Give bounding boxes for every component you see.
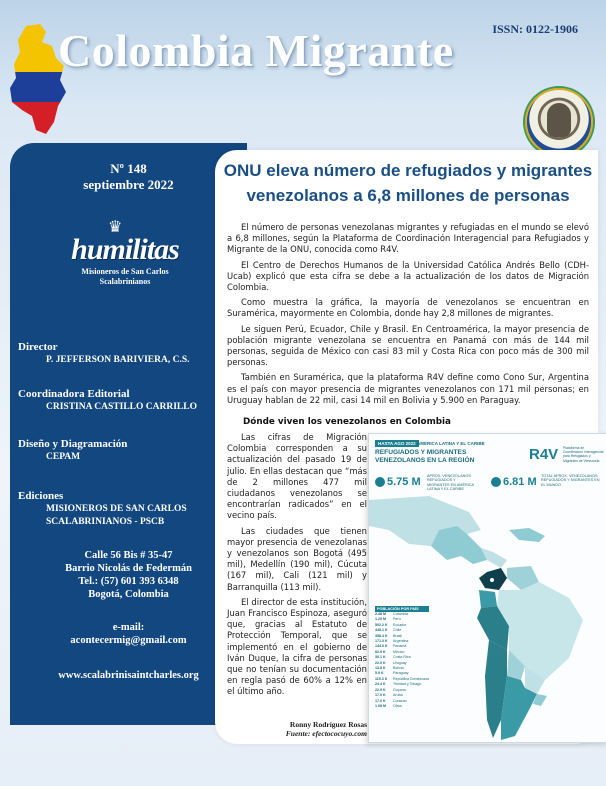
r4v-logo-subtitle: Plataforma de Coordinación Interagencial para Refugiados y Migrantes de Venezuela [563,446,604,463]
region-stat-label: APROX. VENEZOLANOS REFUGIADOS Y MIGRANTES EN AMÉRICA LATINA Y EL CARIBE [427,474,474,492]
address-line: Calle 56 Bis # 35-47 [84,550,173,561]
issue-info [10,161,247,193]
article-paragraph: Le siguen Perú, Ecuador, Chile y Brasil. En Centroamérica, la mayor presencia de población migrante venezolana se encuentra en Panamá con más de 144 mil personas, seguida de México con casi 83 mil y Costa Rica con poco más de 300 mil personas. [227,323,589,368]
world-stat-value: 6.81 M [503,476,537,488]
credit-name: MISIONEROS DE SAN CARLOS [46,504,187,514]
sidebar [10,143,247,725]
article-paragraph: El Centro de Derechos Humanos de la Universidad Católica Andrés Bello (CDH-Ucab) explicó que esta cifra se debe a la actualización de los datos de Migración Colombia. [227,259,589,293]
country-value: 30.1 K [375,655,386,660]
column-paragraph: El director de esta institución, Juan Francisco Espinoza, aseguró que, gracias al Estatuto de Protección Temporal, que se implementó en el gobierno de Iván Duque, la cifra de personas que no tenían su documentación en regla pasó de 60% a 12% en el último año. [227,596,367,697]
credit-role: Ediciones [18,490,64,502]
r4v-logo: R4V [529,446,559,463]
issue-date: septiembre 2022 [83,177,174,192]
address-block [10,549,247,601]
masthead-title: Colombia Migrante [58,25,454,76]
country-name: Otros [393,703,402,708]
website-link[interactable]: www.scalabrinisaintcharles.org [58,670,199,681]
article-credit [255,720,367,738]
country-value: 22.0 K [375,660,386,665]
country-name: México [393,649,405,654]
country-name: Ecuador [393,622,407,627]
country-name: Guyana [393,687,406,692]
issue-number: Nº 148 [110,161,147,176]
infographic-date-tag: HASTA AGO 2022 [375,440,419,447]
region-stat-value: 5.75 M [387,476,421,488]
credit-design [18,438,240,464]
address-line: Barrio Nicolás de Federmán [65,563,192,574]
country-value: 13.8 K [375,666,386,671]
author-name: Ronny Rodríguez Rosas [289,720,367,729]
credit-director [18,341,240,367]
column-paragraph: Las cifras de Migración Colombia corresponden a su actualización del pasado 19 de julio. En ellas destacan que “más de 2 millones 477 mil ciudadanos venezolanos se encontrarían radicados” en el vecino país. [227,432,367,521]
logo-subtitle-2: Scalabrinianos [99,277,151,286]
article-body [227,222,589,410]
credit-name: CRISTINA CASTILLO CARRILLO [46,402,197,412]
r4v-infographic [368,433,606,743]
credit-name: SCALABRINIANOS - PSCB [46,517,165,527]
article-paragraph: Como muestra la gráfica, la mayoría de venezolanos se encuentran en Suramérica, mayormente en Colombia, donde hay 2,8 millones de migrantes. [227,297,589,319]
country-name: Paraguay [393,671,409,676]
phone-line: Tel.: (57) 601 393 6348 [78,576,179,587]
credit-name: P. JEFFERSON BARIVIERA, C.S. [46,355,190,365]
infographic-title: REFUGIADOS Y MIGRANTES VENEZOLANOS EN LA REGIÓN [375,449,475,464]
country-value: 17.0 K [375,693,386,698]
country-value: 17.0 K [375,698,386,703]
country-value: 2.48 M [375,612,386,616]
crown-icon: ♛ [108,219,123,236]
credit-editor [18,388,240,414]
country-value: 502.2 K [375,622,388,627]
world-stat-label: TOTAL APROX. VENEZOLANOS REFUGIADOS Y MIGRANTES EN EL MUNDO [541,474,600,487]
country-name: Aruba [393,693,403,698]
country-value: 448.1 K [375,628,388,633]
world-stat-icon [491,477,501,487]
country-name: Costa Rica [393,655,411,660]
panel-header: POBLACIÓN POR PAÍS [375,606,429,612]
scalabrini-seal-icon [525,88,593,156]
email-block [10,621,247,647]
credit-role: Diseño y Diagramación [18,438,128,450]
humilitas-logo [60,219,190,299]
country-name: Uruguay [393,660,407,665]
region-stat-icon [375,477,385,487]
credit-editions [18,490,240,529]
country-name: Bolivia [393,666,404,671]
country-value: 1.29 M [375,617,386,622]
country-value: 1.08 M [375,703,386,708]
country-value: 144.0 K [375,644,388,649]
population-by-country-panel [375,606,429,734]
credit-role: Coordinadora Editorial [18,388,130,400]
country-row [375,704,429,709]
source-value: efectococuyo.com [312,729,367,738]
country-value: 115.3 K [375,676,388,681]
credit-role: Director [18,341,58,353]
issn-label: ISSN: 0122-1906 [492,22,578,36]
country-name: Brasil [393,633,402,638]
country-value: 5.9 K [375,671,384,676]
country-value: 82.9 K [375,649,386,654]
article-subhead: Dónde viven los venezolanos en Colombia [243,417,451,427]
country-name: Chile [393,628,402,633]
article-paragraph: También en Suramérica, que la plataforma R4V define como Cono Sur, Argentina es el país con mayor presencia de migrantes venezolanos con 171 mil personas; en Uruguay hablan de 22 mil, casi 14 mil en Bolivia y 5.900 en Paraguay. [227,372,589,405]
source-label: Fuente: [285,729,311,738]
country-name: Perú [393,617,401,622]
article-headline: ONU eleva número de refugiados y migrantes venezolanos a 6,8 millones de personas [223,161,593,205]
country-value: 358.4 K [375,633,388,638]
country-name: República Dominicana [393,676,429,681]
logo-word: humilitas [71,233,179,266]
logo-subtitle-1: Misioneros de San Carlos [81,267,169,276]
column-paragraph: Las ciudades que tienen mayor presencia de venezolanas y venezolanos son Bogotá (495 mil), Medellín (190 mil), Cúcuta (167 mil), Cali (121 mil) y Barranquilla (113 mil). [227,525,367,592]
country-value: 22.9 K [375,687,386,692]
country-name: Colombia [393,612,409,616]
city-line: Bogotá, Colombia [88,589,169,600]
article-paragraph: El número de personas venezolanas migrantes y refugiadas en el mundo se elevó a 6,8 millones, según la Plataforma de Coordinación Interagencial para Refugiados y Migrante de la ONU, conocida como R4V. [227,222,589,255]
email-label: e-mail: [112,622,145,633]
infographic-region-tag: AMÉRICA LATINA Y EL CARIBE [417,441,485,446]
country-value: 171.0 K [375,639,388,644]
email-address[interactable]: acontecermig@gmail.com [70,635,187,646]
country-name: Curazao [393,698,407,703]
article-column [227,432,367,702]
country-name: Panamá [393,644,407,649]
country-name: Argentina [393,639,409,644]
country-value: 24.4 K [375,682,386,687]
country-rows [375,612,429,709]
country-name: Trinidad y Tobago [393,682,422,687]
credit-name: CEPAM [46,452,81,462]
